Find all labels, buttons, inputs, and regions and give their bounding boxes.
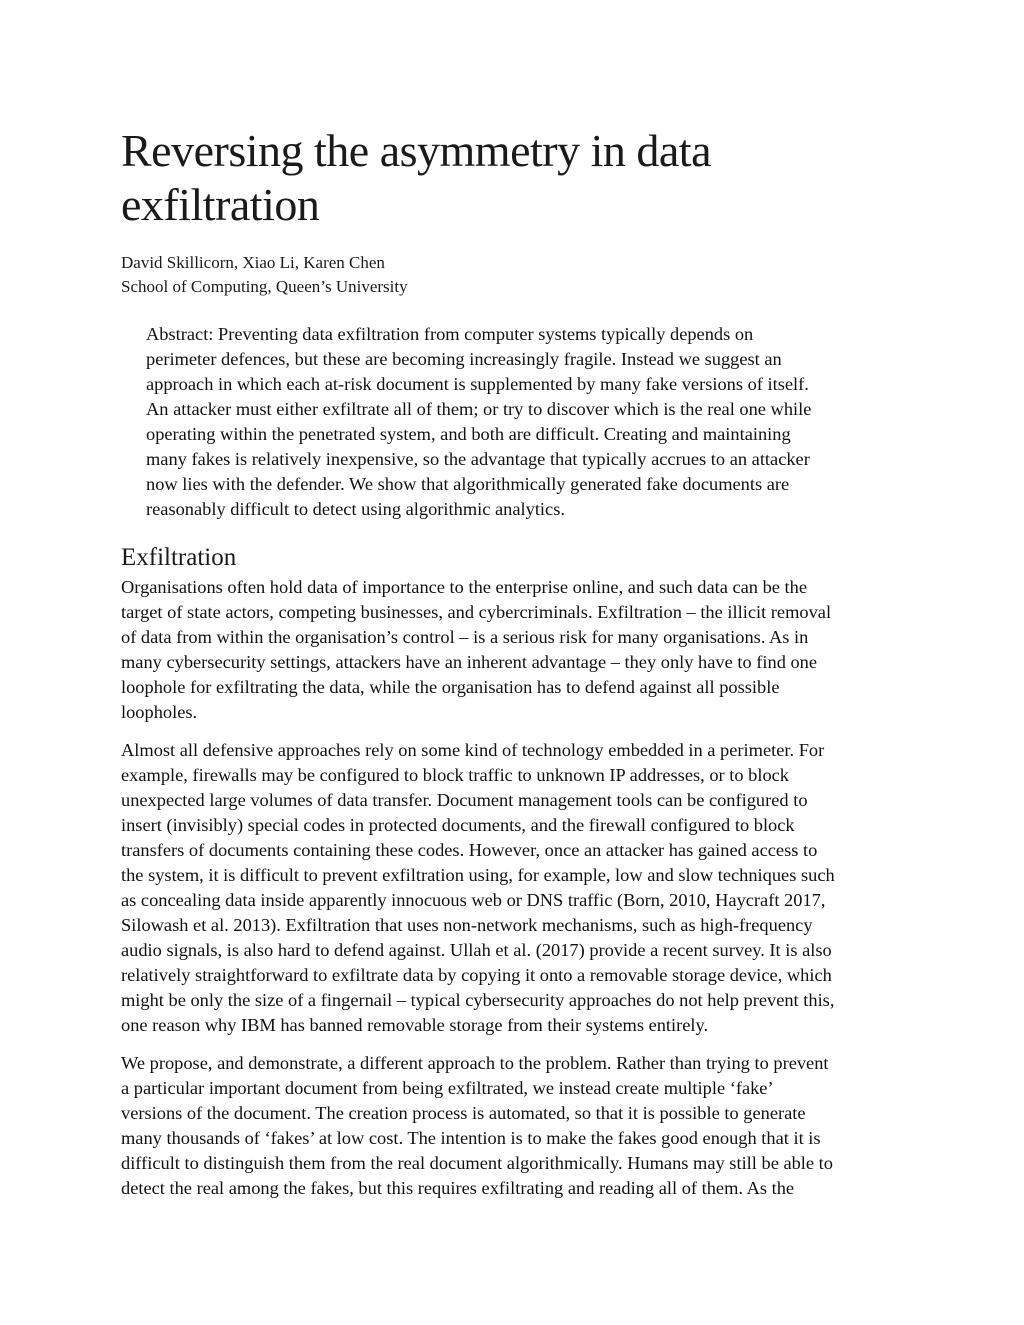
paragraph-line: Silowash et al. 2013). Exfiltration that uses non-network mechanisms, such as high-frequency	[121, 915, 813, 935]
paragraph-line: might be only the size of a fingernail – typical cybersecurity approaches do not help prevent this,	[121, 990, 835, 1010]
author-affiliation: School of Computing, Queen’s University	[121, 277, 408, 296]
paragraph-line: many cybersecurity settings, attackers have an inherent advantage – they only have to find one	[121, 652, 818, 672]
abstract-line: approach in which each at-risk document is supplemented by many fake versions of itself.	[146, 374, 809, 394]
paragraph-line: detect the real among the fakes, but this requires exfiltrating and reading all of them. As the	[121, 1178, 795, 1198]
abstract-line: many fakes is relatively inexpensive, so the advantage that typically accrues to an attacker	[146, 449, 810, 469]
paragraph-line: insert (invisibly) special codes in protected documents, and the firewall configured to block	[121, 815, 795, 835]
paragraph-line: many thousands of ‘fakes’ at low cost. The intention is to make the fakes good enough that it is	[121, 1128, 821, 1148]
abstract-line: perimeter defences, but these are becoming increasingly fragile. Instead we suggest an	[146, 349, 782, 369]
paragraph-line: loopholes.	[121, 702, 198, 722]
paragraph-line: transfers of documents containing these codes. However, once an attacker has gained access to	[121, 840, 818, 860]
paragraph-line: a particular important document from being exfiltrated, we instead create multiple ‘fake’	[121, 1078, 774, 1098]
abstract-line: Abstract: Preventing data exfiltration from computer systems typically depends on	[146, 324, 754, 344]
author-block	[121, 251, 821, 299]
body-paragraph	[121, 575, 911, 725]
section-heading: Exfiltration	[121, 544, 237, 571]
abstract-line: An attacker must either exfiltrate all of them; or try to discover which is the real one while	[146, 399, 812, 419]
paragraph-line: target of state actors, competing businesses, and cybercriminals. Exfiltration – the illicit removal	[121, 602, 832, 622]
paper-title	[121, 124, 921, 232]
paragraph-line: one reason why IBM has banned removable storage from their systems entirely.	[121, 1015, 709, 1035]
paragraph-line: audio signals, is also hard to defend against. Ullah et al. (2017) provide a recent survey. It is also	[121, 940, 832, 960]
paragraph-line: example, firewalls may be configured to block traffic to unknown IP addresses, or to block	[121, 765, 790, 785]
paragraph-line: Organisations often hold data of importance to the enterprise online, and such data can be the	[121, 577, 808, 597]
paragraph-line: versions of the document. The creation process is automated, so that it is possible to generate	[121, 1103, 806, 1123]
abstract-line: now lies with the defender. We show that algorithmically generated fake documents are	[146, 474, 790, 494]
body-paragraph	[121, 738, 911, 1038]
paragraph-line: difficult to distinguish them from the real document algorithmically. Humans may still be able to	[121, 1153, 833, 1173]
abstract-line: reasonably difficult to detect using algorithmic analytics.	[146, 499, 565, 519]
paragraph-line: unexpected large volumes of data transfer. Document management tools can be configured to	[121, 790, 808, 810]
paragraph-line: the system, it is difficult to prevent exfiltration using, for example, low and slow techniques such	[121, 865, 835, 885]
paper-title-line: Reversing the asymmetry in data	[121, 125, 712, 176]
paper-title-line: exfiltration	[121, 179, 320, 230]
paragraph-line: Almost all defensive approaches rely on some kind of technology embedded in a perimeter. For	[121, 740, 825, 760]
paragraph-line: as concealing data inside apparently innocuous web or DNS traffic (Born, 2010, Haycraft 2017,	[121, 890, 826, 910]
paragraph-line: We propose, and demonstrate, a different approach to the problem. Rather than trying to prevent	[121, 1053, 829, 1073]
abstract	[146, 322, 886, 522]
paragraph-line: of data from within the organisation’s control – is a serious risk for many organisations. As in	[121, 627, 809, 647]
body-paragraph	[121, 1051, 911, 1201]
abstract-line: operating within the penetrated system, and both are difficult. Creating and maintaining	[146, 424, 791, 444]
author-names: David Skillicorn, Xiao Li, Karen Chen	[121, 253, 385, 272]
paragraph-line: relatively straightforward to exfiltrate data by copying it onto a removable storage device, which	[121, 965, 832, 985]
paragraph-line: loophole for exfiltrating the data, while the organisation has to defend against all possible	[121, 677, 780, 697]
